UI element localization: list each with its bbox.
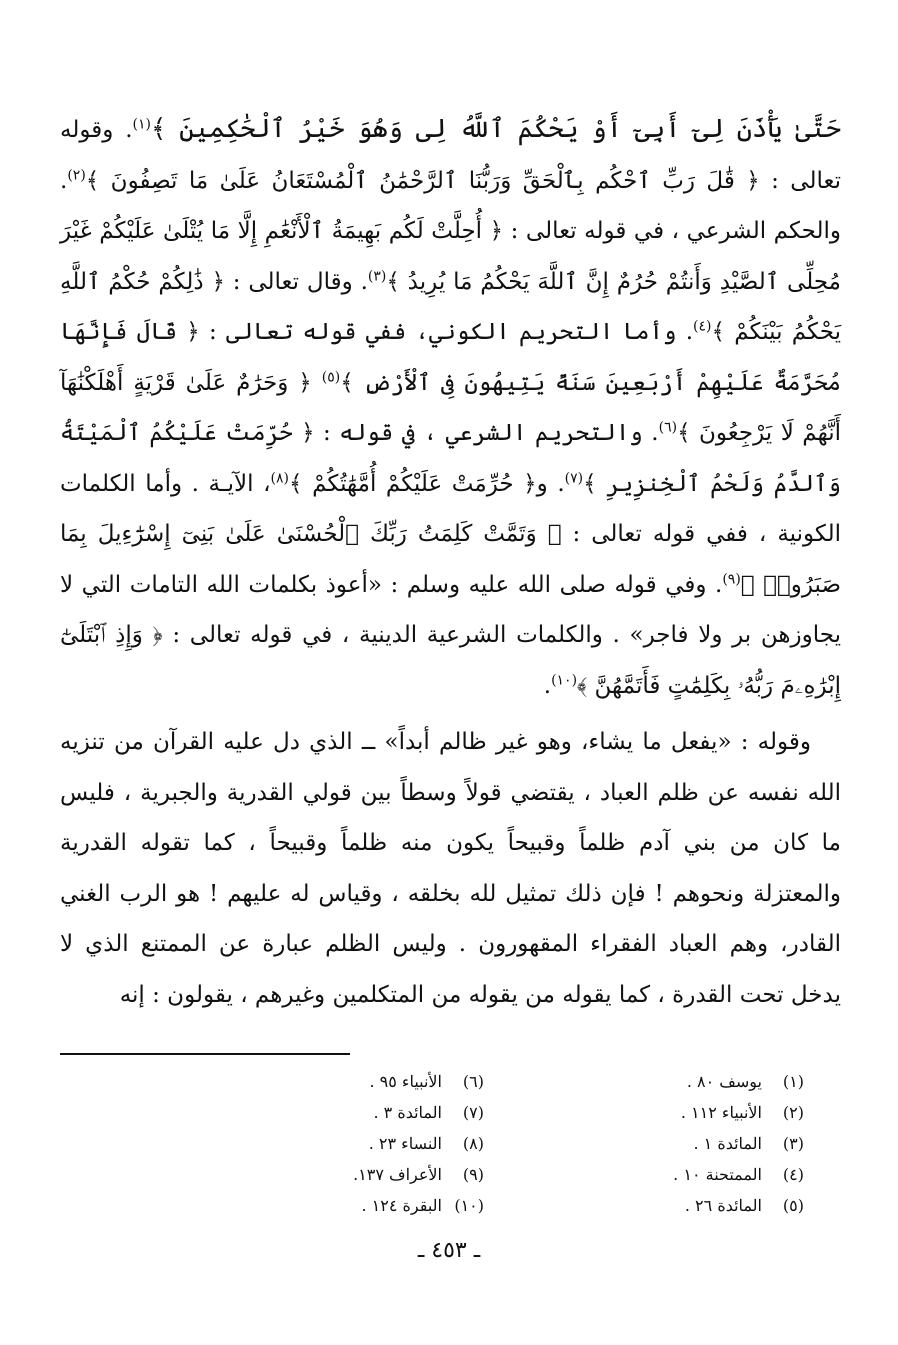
quran-verse: حَتَّىٰ يَأْذَنَ لِىٓ أَبِىٓ أَوْ يَحْكُمَ ٱللَّهُ لِى وَهُوَ خَيْرُ ٱلْحَٰكِمِينَ ﴾	[151, 114, 841, 144]
footnote-ref: (٢)	[67, 166, 86, 183]
paragraph-2: وقوله : «يفعل ما يشاء، وهو غير ظالم أبداً» ــ الذي دل عليه القرآن من تنزيه الله نفسه عن ظلم العباد ، يقتضي قولاً وسطاً بين قولي القدرية والجبرية ، فليس ما كان من بني آدم ظلماً وقبيحاً يكون منه ظلماً وقبيحاً ، كما تقوله القدرية والمعتزلة ونحوهم ! فإن ذلك تمثيل لله بخلقه ، وقياس له عليهم ! هو الرب الغني القادر، وهم العباد الفقراء المقهورون . وليس الظلم عبارة عن الممتنع الذي لا يدخل تحت القدرة ، كما يقوله من يقوله من المتكلمين وغيرهم ، يقولون : إنه	[60, 729, 841, 1008]
footnote-text: البقرة ١٢٤ .	[361, 1196, 442, 1215]
text-run: . والتحريم الشرعي ، في قوله : ﴿ حُرِّمَتْ عَلَيْكُمُ ٱلْمَيْتَةُ وَٱلدَّمُ وَلَحْمُ ٱلْخِنزِيرِ ﴾	[60, 420, 841, 497]
footnote-item	[544, 1066, 804, 1097]
footnote-number: (٧)	[462, 1103, 484, 1122]
footnote-ref: (٤)	[693, 318, 712, 335]
footnote-text: المائدة ١ .	[693, 1134, 762, 1153]
footnote-text: الأنبياء ١١٢ .	[680, 1103, 762, 1122]
text-run: . وقال تعالى : ﴿ ذَٰلِكُمْ حُكْمُ ٱللَّهِ يَحْكُمُ بَيْنَكُمْ ﴾	[60, 268, 841, 345]
footnote-item	[224, 1159, 484, 1190]
footnotes-right-column	[544, 1066, 804, 1221]
footnote-number: (٣)	[782, 1134, 804, 1153]
footnote-item	[544, 1190, 804, 1221]
text-run: . و﴿ حُرِّمَتْ عَلَيْكُمْ أُمَّهَٰتُكُمْ ﴾	[289, 470, 565, 497]
footnote-item	[224, 1190, 484, 1221]
footnote-ref: (١٠)	[551, 671, 578, 688]
text-run: . وأما التحريم الكوني، ففي قوله تعالى : ﴿ قَالَ فَإِنَّهَا مُحَرَّمَةٌ عَلَيْهِمْ أَرْبَعِينَ سَنَةً يَتِيهُونَ فِى ٱلْأَرْضِ ﴾	[60, 319, 841, 396]
page-number: ـ ٤٥٣ ـ	[417, 1238, 481, 1263]
footnote-number: (٨)	[462, 1134, 484, 1153]
footnote-ref: (٩)	[722, 570, 741, 587]
footnote-item	[224, 1097, 484, 1128]
footnotes-left-column	[224, 1066, 484, 1221]
footnote-text: المائدة ٣ .	[373, 1103, 442, 1122]
footnote-number: (٥)	[782, 1196, 804, 1215]
text-run: ﴿ وَحَرَٰمٌ عَلَىٰ قَرْيَةٍ أَهْلَكْنَٰهَآ أَنَّهُمْ لَا يَرْجِعُونَ ﴾	[60, 369, 842, 446]
footnote-number: (٦)	[462, 1072, 484, 1091]
footnote-text: الممتحنة ١٠ .	[673, 1165, 762, 1184]
footnote-text: يوسف ٨٠ .	[686, 1072, 762, 1091]
footnote-text: الأعراف ١٣٧.	[353, 1165, 442, 1184]
footnote-divider	[60, 1053, 350, 1055]
footnote-item	[544, 1159, 804, 1190]
footnote-text: المائدة ٢٦ .	[684, 1196, 762, 1215]
text-run: . وفي قوله صلى الله عليه وسلم : «أعوذ بكلمات الله التامات التي لا يجاوزهن بر ولا فاجر» . والكلمات الشرعية الدينية ، في قوله تعالى : ﴿ وَإِذِ ٱبْتَلَىٰٓ إِبْرَٰهِۦمَ رَبُّهُۥ بِكَلِمَٰتٍ فَأَتَمَّهُنَّ ﴾	[60, 571, 841, 699]
footnote-ref: (٧)	[564, 469, 584, 486]
text-run: ، الآيـة . وأما الكلمات الكونية ، ففي قوله تعالى : ﴿ وَتَمَّتْ كَلِمَتُ رَبِّكَ ٱلْحُسْنَىٰ عَلَىٰ بَنِىٓ إِسْرَٰٓءِيلَ بِمَا صَبَرُوا۟ ﴾	[60, 470, 841, 598]
footnote-item	[224, 1066, 484, 1097]
footnotes	[200, 1066, 804, 1221]
footnote-ref: (٦)	[658, 419, 678, 436]
paragraph-1	[60, 104, 841, 711]
footnote-item	[224, 1128, 484, 1159]
footnote-item	[544, 1128, 804, 1159]
footnote-number: (٩)	[462, 1165, 484, 1184]
footnote-number: (٢)	[782, 1103, 804, 1122]
footnote-number: (٤)	[782, 1165, 804, 1184]
footnote-ref: (٨)	[270, 469, 290, 486]
footnote-ref: (٥)	[321, 368, 341, 385]
text-run: . وقوله تعالى : ﴿ قَٰلَ رَبِّ ٱحْكُم بِٱلْحَقِّ وَرَبُّنَا ٱلرَّحْمَٰنُ ٱلْمُسْتَعَانُ عَلَىٰ مَا تَصِفُونَ ﴾	[60, 117, 841, 194]
footnote-text: الأنبياء ٩٥ .	[369, 1072, 442, 1091]
text-run: . والحكم الشرعي ، في قوله تعالى : ﴿ أُحِلَّتْ لَكُم بَهِيمَةُ ٱلْأَنْعَٰمِ إِلَّا مَا يُتْلَىٰ عَلَيْكُمْ غَيْرَ مُحِلِّى ٱلصَّيْدِ وَأَنتُمْ حُرُمٌ إِنَّ ٱللَّهَ يَحْكُمُ مَا يُرِيدُ ﴾	[60, 167, 842, 295]
footnote-item	[544, 1097, 804, 1128]
main-text	[60, 104, 841, 1020]
text-run: .	[543, 672, 552, 699]
footnote-number: (١)	[782, 1072, 804, 1091]
footnote-ref: (١)	[132, 116, 152, 133]
footnote-text: النساء ٢٣ .	[368, 1134, 442, 1153]
footnote-ref: (٣)	[367, 267, 387, 284]
footnote-number: (١٠)	[454, 1196, 484, 1215]
